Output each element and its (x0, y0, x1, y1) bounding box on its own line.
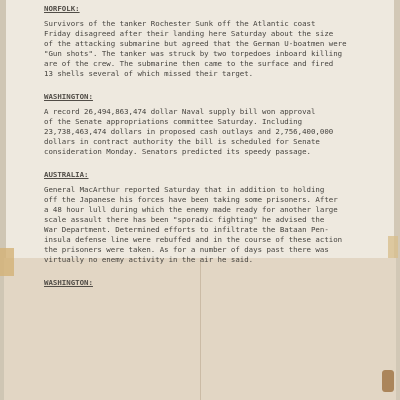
news-section-washington-naval-bill (44, 92, 388, 157)
news-section-australia (44, 170, 388, 265)
tape-right (388, 236, 398, 258)
tape-left (0, 248, 14, 276)
paper-stain (382, 370, 394, 392)
section-heading: AUSTRALIA: (44, 170, 89, 179)
section-text: A record 26,494,863,474 dollar Naval supply bill won approval of the Senate appropriations committee Saturday. Including 23,738,463,474 dollars in proposed cash outlays and 2,756,400,000 dollars in contract authority the bill is scheduled for Senate consideration Monday. Senators predicted its speedy passage. (44, 107, 334, 156)
section-text: Survivors of the tanker Rochester Sunk off the Atlantic coast Friday disagreed after their landing here Saturday about the size of the attacking submarine but agreed that the German U-boatmen were "Gun shots". The tanker was struck by two torpedoes inboard killing are of the crew. The submarine then came to the surface and fired 13 shells several of which missed their target. (44, 19, 347, 78)
section-heading: NORFOLK: (44, 4, 80, 13)
news-section-washington-truncated (44, 278, 388, 288)
document-content (44, 4, 388, 301)
section-text: General MacArthur reported Saturday that in addition to holding off the Japanese his forces have been taking some prisoners. After a 48 hour lull during which the enemy made ready for another large scale assault there has been "sporadic fighting" he advised the War Department. Determined efforts to infiltrate the Bataan Pen- insula defense line were rebuffed and in the course of these action the prisoners were taken. As for a number of days past there was virtually no enemy activity in the air he said. (44, 185, 343, 264)
section-heading: WASHINGTON: (44, 92, 93, 101)
news-section-norfolk (44, 4, 388, 79)
section-heading: WASHINGTON: (44, 278, 93, 287)
